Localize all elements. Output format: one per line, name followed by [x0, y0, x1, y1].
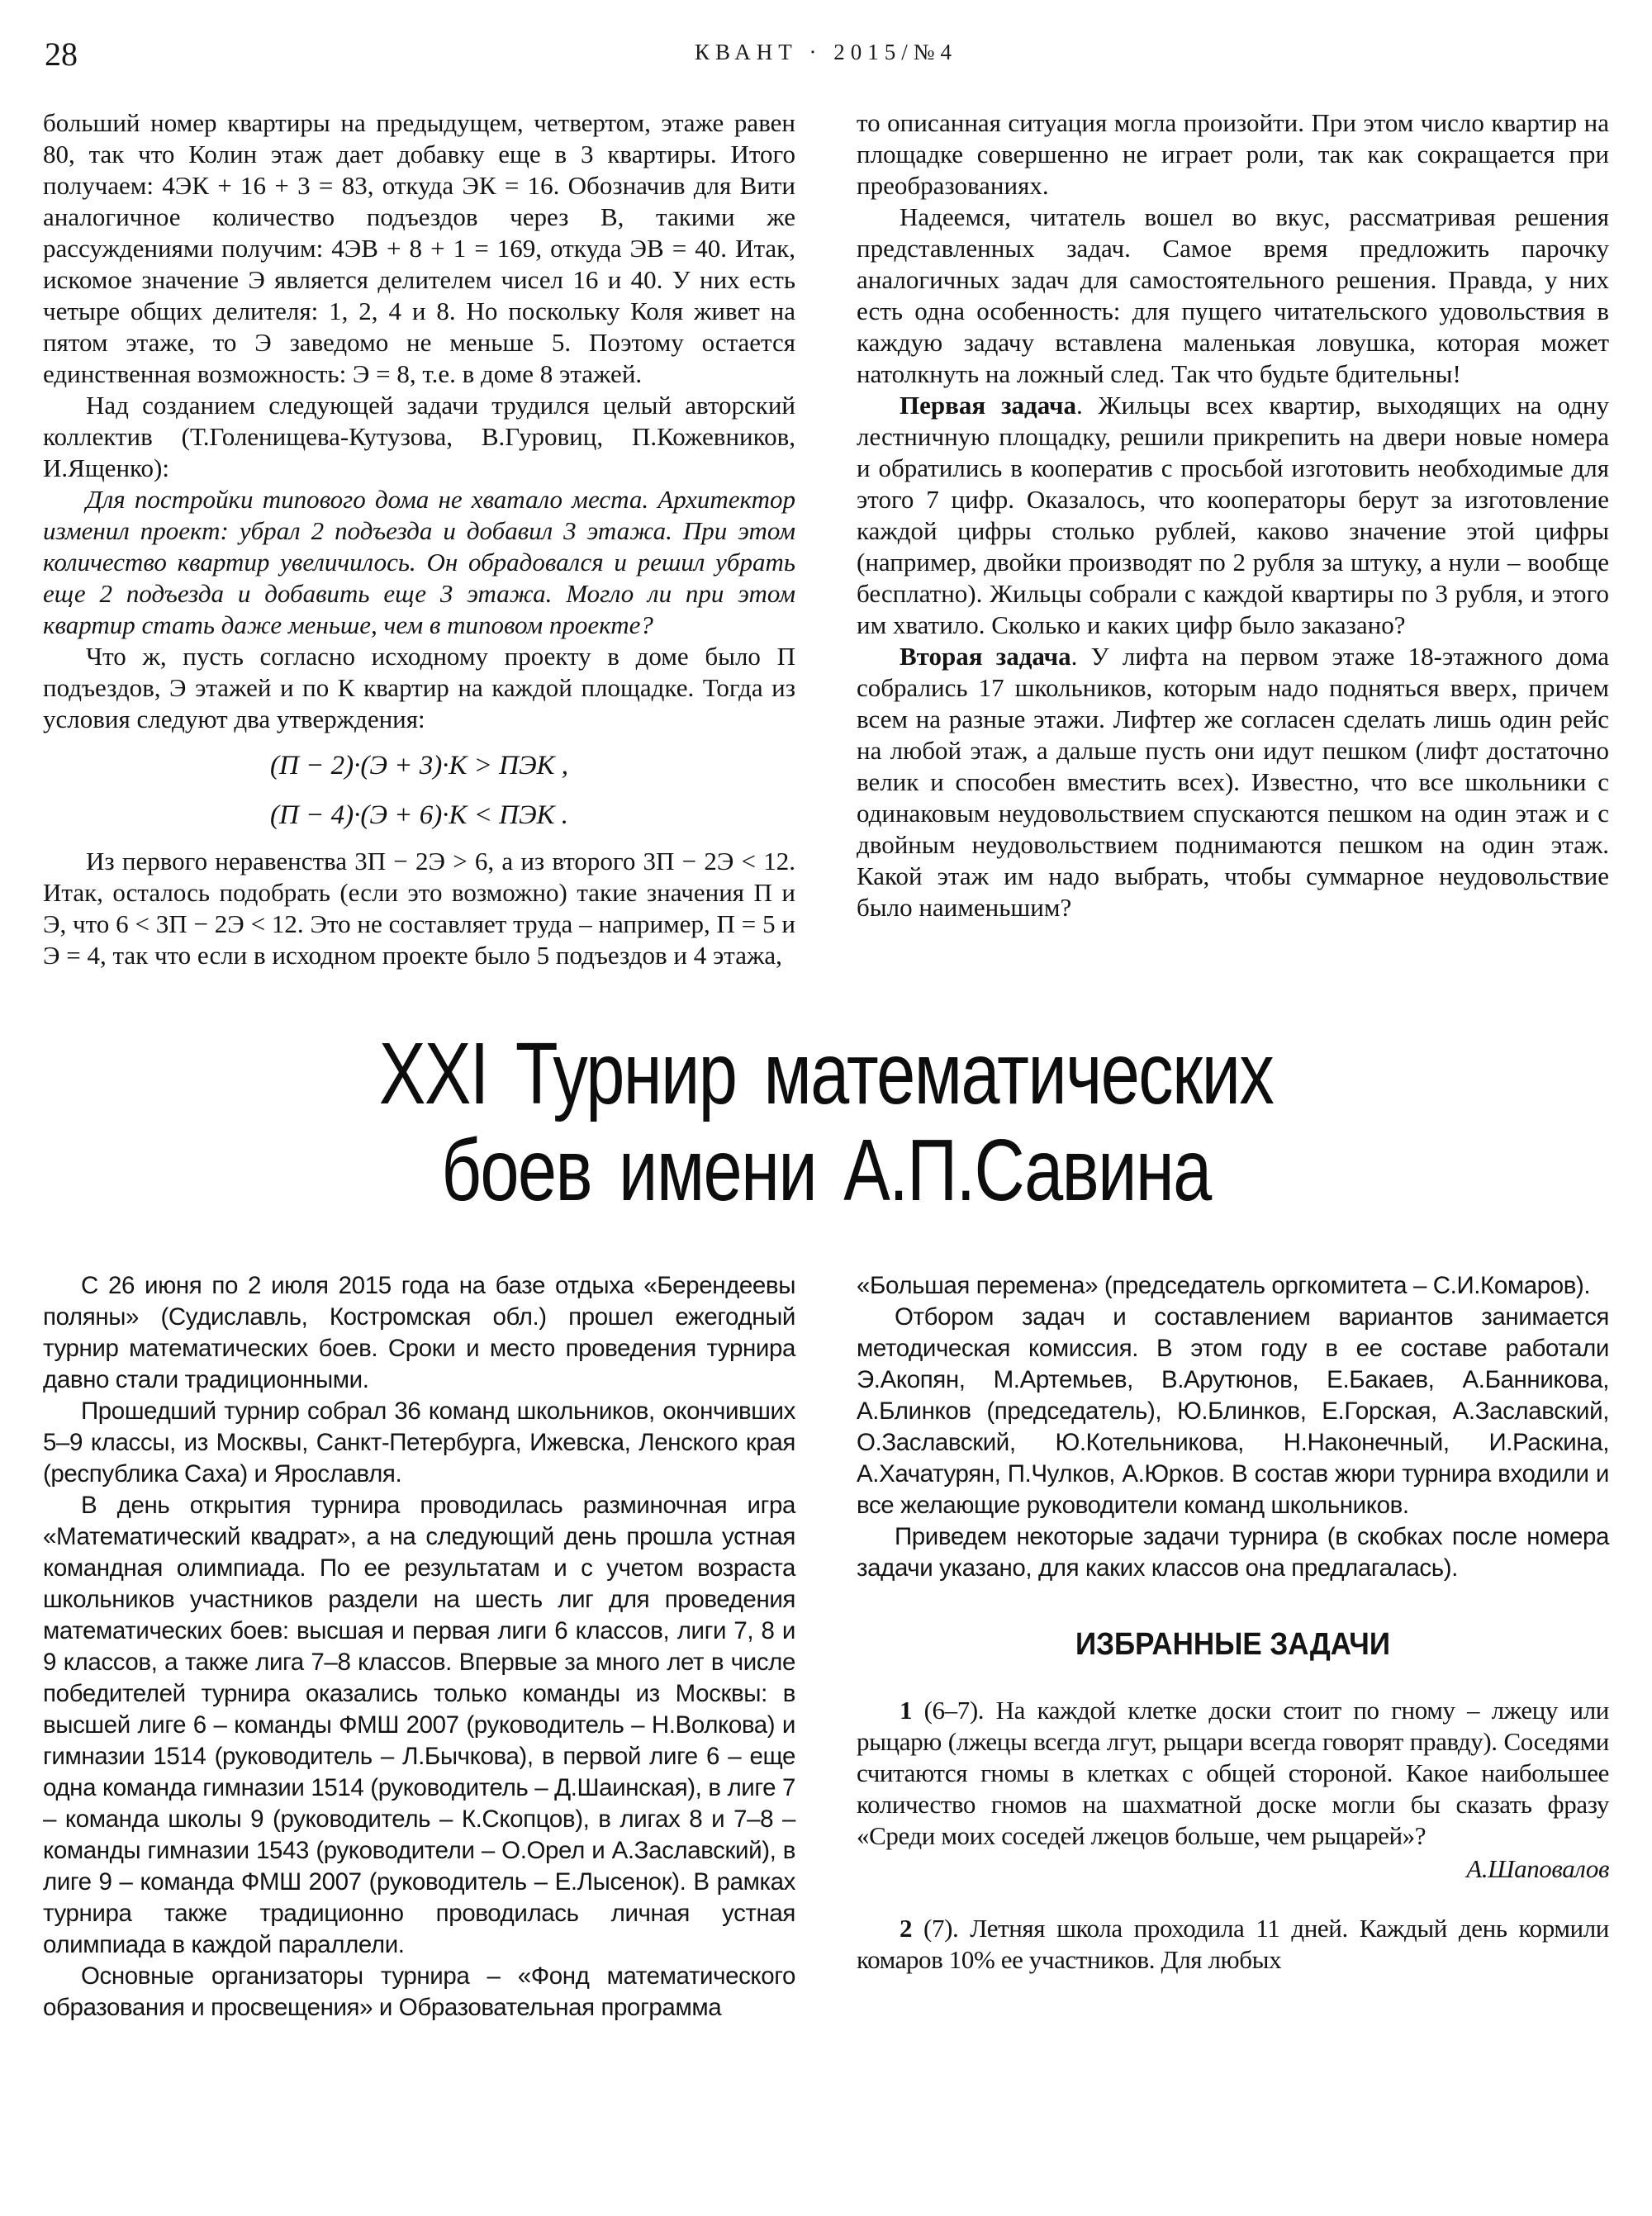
inequality-formula-1: (П − 2)·(Э + 3)·К > ПЭК ,: [270, 751, 568, 781]
task-one-lead: Первая задача: [900, 391, 1076, 420]
problem-2-grades: (7).: [912, 1914, 971, 1943]
paragraph: то описанная ситуация могла произойти. При этом число квартир на площадке совершенно не играет роли, так как сокращается при преобразованиях.: [857, 108, 1609, 200]
problem-2-text: Летняя школа проходила 11 дней. Каждый день кормили комаров 10% ее участников. Для любых: [857, 1914, 1609, 1974]
paragraph: Что ж, пусть согласно исходному проекту в доме было П подъездов, Э этажей и по К квартир на каждой площадке. Тогда из условия следуют два утверждения:: [43, 642, 795, 733]
paragraph: Приведем некоторые задачи турнира (в скобках после номера задачи указано, для каких классов она предлагалась).: [857, 1523, 1609, 1582]
article-title-line-2: боев имени А.П.Савина: [441, 1122, 1211, 1219]
section-heading: ИЗБРАННЫЕ ЗАДАЧИ: [1075, 1627, 1391, 1662]
problem-1-text: На каждой клетке доски стоит по гному – лжецу или рыцарю (лжецы всегда лгут, рыцари всегда говорят правду). Соседями считаются гномы в клетках с общей стороной. Какое наибольшее количество гномов на шахматной доске могли бы сказать фразу «Среди моих соседей лжецов больше, чем рыцарей»?: [857, 1696, 1609, 1850]
paragraph: «Большая перемена» (председатель оргкомитета – С.И.Комаров).: [857, 1272, 1591, 1299]
problem-2-number: 2: [900, 1914, 913, 1943]
paragraph: Отбором задач и составлением вариантов занимается методическая комиссия. В этом году в ее составе работали Э.Акопян, М.Артемьев, В.Арутюнов, Е.Бакаев, А.Банникова, А.Блинков (председатель), Ю.Блинков, Е.Горская, А.Заславский, О.Заславский, Ю.Котельникова, Н.Наконечный, И.Раскина, А.Хачатурян, П.Чулков, А.Юрков. В состав жюри турнира входили и все желающие руководители команд школьников.: [857, 1303, 1609, 1519]
problem-1-author: А.Шаповалов: [1466, 1854, 1609, 1883]
lower-two-column-section: [43, 1270, 1609, 2024]
paragraph: больший номер квартиры на предыдущем, четвертом, этаже равен 80, так что Колин этаж дает добавку еще в 3 квартиры. Итого получаем: 4ЭК + 16 + 3 = 83, откуда ЭК = 16. Обозначив для Вити аналогичное количество подъездов через В, такими же рассуждениями получим: 4ЭВ + 8 + 1 = 169, откуда ЭВ = 40. Итак, искомое значение Э является делителем чисел 16 и 40. У них есть четыре общих делителя: 1, 2, 4 и 8. Но поскольку Коля живет на пятом этаже, то Э заведомо не меньше 5. Поэтому остается единственная возможность: Э = 8, т.е. в доме 8 этажей.: [43, 108, 795, 388]
lower-right-column: [857, 1270, 1609, 2024]
paragraph: Над созданием следующей задачи трудился целый авторский коллектив (Т.Голенищева-Кутузова, В.Гуровиц, П.Кожевников, И.Ященко):: [43, 391, 795, 482]
upper-two-column-section: [43, 107, 1609, 971]
paragraph: Надеемся, читатель вошел во вкус, рассматривая решения представленных задач. Самое время предложить парочку аналогичных задач для самостоятельного решения. Правда, у них есть одна особенность: для пущего читательского удовольствия в каждую задачу вставлена маленькая ловушка, которая может натолкнуть на ложный след. Так что будьте бдительны!: [857, 202, 1609, 388]
lower-left-column: [43, 1270, 795, 2024]
article-title-line-1: XXI Турнир математических: [378, 1025, 1274, 1122]
upper-right-column: [857, 107, 1609, 971]
paragraph: Прошедший турнир собрал 36 команд школьников, окончивших 5–9 классы, из Москвы, Санкт-Петербурга, Ижевска, Ленского края (республика Саха) и Ярославля.: [43, 1397, 795, 1488]
problems-block: [857, 1695, 1609, 1976]
problem-statement-paragraph: Для постройки типового дома не хватало места. Архитектор изменил проект: убрал 2 подъезда и добавил 3 этажа. При этом количество квартир увеличилось. Он обрадовался и решил убрать еще 2 подъезда и добавить еще 3 этажа. Могло ли при этом квартир стать даже меньше, чем в типовом проекте?: [43, 485, 795, 639]
article-title: [200, 1026, 1453, 1219]
paragraph: Из первого неравенства 3П − 2Э > 6, а из второго 3П − 2Э < 12. Итак, осталось подобрать (если это возможно) такие значения П и Э, что 6 < 3П − 2Э < 12. Это не составляет труда – например, П = 5 и Э = 4, так что если в исходном проекте было 5 подъездов и 4 этажа,: [43, 847, 795, 970]
problem-1-grades: (6–7).: [912, 1696, 996, 1725]
paragraph: Основные организаторы турнира – «Фонд математического образования и просвещения» и Образовательная программа: [43, 1962, 795, 2021]
paragraph: В день открытия турнира проводилась разминочная игра «Математический квадрат», а на следующий день прошла устная командная олимпиада. По ее результатам и с учетом возраста школьников участников раздели на шесть лиг для проведения математических боев: высшая и первая лиги 6 классов, лиги 7, 8 и 9 классов, а также лига 7–8 классов. Впервые за много лет в числе победителей турнира оказались только команды из Москвы: в высшей лиге 6 – команды ФМШ 2007 (руководитель – Н.Волкова) и гимназии 1514 (руководитель – Л.Бычкова), в первой лиге 6 – еще одна команда гимназии 1514 (руководитель – Д.Шаинская), в лиге 7 – команда школы 9 (руководитель – К.Скопцов), в лигах 8 и 7–8 – команды гимназии 1543 (руководители – О.Орел и А.Заславский), в лиге 9 – команда ФМШ 2007 (руководитель – Е.Лысенок). В рамках турнира также традиционно проводилась личная устная олимпиада в каждой параллели.: [43, 1492, 795, 1958]
problem-1: [857, 1695, 1609, 1852]
problem-2: [857, 1913, 1609, 1976]
masthead: КВАНТ · 2015/№4: [694, 40, 958, 64]
task-two-paragraph: [857, 641, 1609, 923]
paragraph: С 26 июня по 2 июля 2015 года на базе отдыха «Берендеевы поляны» (Судиславль, Костромская обл.) прошел ежегодный турнир математических боев. Сроки и место проведения турнира давно стали традиционными.: [43, 1272, 795, 1393]
page-number: 28: [45, 36, 78, 73]
task-two-lead: Вторая задача: [900, 642, 1071, 671]
task-one-text: . Жильцы всех квартир, выходящих на одну лестничную площадку, решили прикрепить на двери новые номера и обратились в кооператив с просьбой изготовить необходимые для этого 7 цифр. Оказалось, что кооператоры берут за изготовление каждой цифры столько рублей, каково значение этой цифры (например, двойки производят по 2 рубля за штуку, а нули – вообще бесплатно). Жильцы собрали с каждой квартиры по 3 рубля, и этого им хватило. Сколько и каких цифр было заказано?: [857, 391, 1609, 639]
upper-left-column: [43, 107, 795, 971]
magazine-page: [43, 28, 1609, 2216]
task-one-paragraph: [857, 390, 1609, 641]
task-two-text: . У лифта на первом этаже 18-этажного дома собрались 17 школьников, которым надо подняться вверх, причем всем на разные этажи. Лифтер же согласен сделать лишь один рейс на любой этаж, а дальше пусть они идут пешком (лифт достаточно велик и способен вместить всех). Известно, что все школьники с одинаковым неудовольствием спускаются пешком на один этаж и с двойным неудовольствием поднимаются пешком на один этаж. Какой этаж им надо выбрать, чтобы суммарное неудовольствие было наименьшим?: [857, 642, 1609, 922]
page-header: [43, 28, 1609, 74]
inequality-formula-2: (П − 4)·(Э + 6)·К < ПЭК .: [270, 800, 568, 830]
problem-1-number: 1: [900, 1696, 913, 1725]
